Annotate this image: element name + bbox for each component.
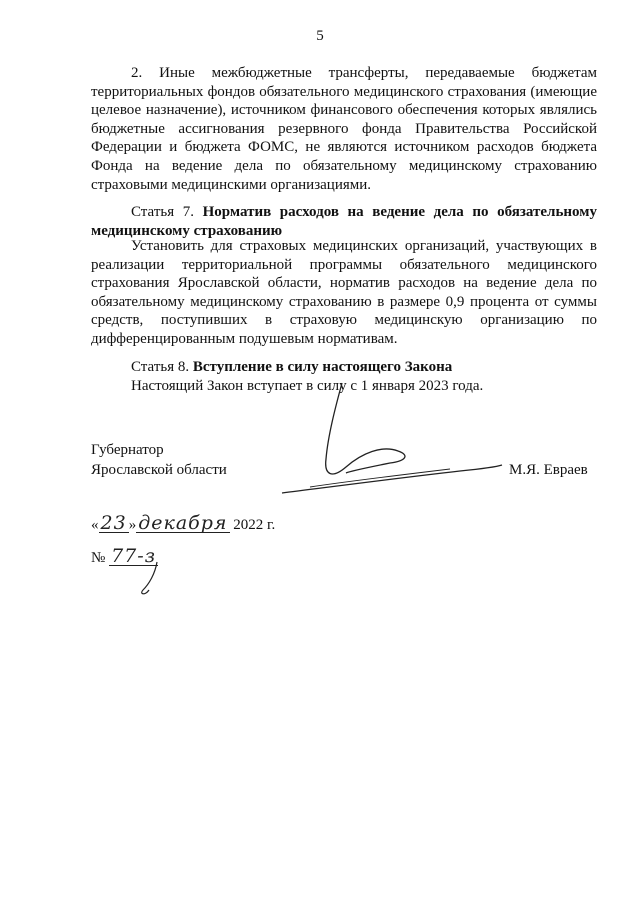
article-7-title: Норматив расходов на ведение дела по обязательному медицинскому страхованию — [91, 204, 597, 239]
date-year: 2022 г. — [233, 517, 276, 533]
number-handwriting-tail — [135, 560, 175, 600]
article-7-heading — [91, 203, 597, 240]
governor-title: Губернатор — [91, 442, 164, 458]
date-open-quote: « — [91, 517, 99, 533]
page-number: 5 — [316, 28, 324, 44]
article-8-text: Настоящий Закон вступает в силу с 1 января 2023 года. — [131, 378, 484, 394]
number-sign: № — [91, 550, 106, 566]
date-close-quote: » — [128, 517, 137, 533]
article-8-heading — [91, 358, 597, 377]
date-month: декабря — [138, 512, 228, 534]
governor-name: М.Я. Евраев — [509, 462, 588, 478]
article-7-text: Установить для страховых медицинских организаций, участвующих в реализации территориальной программы обязательного медицинского страхования Ярославской области, норматив расходов на ведение дела по обязательному медицинскому страхованию в размере 0,9 процента от суммы средств, поступивших в страховую медицинскую организацию по дифференцированным подушевым нормативам. — [91, 238, 597, 347]
date-line — [91, 514, 275, 534]
region-title: Ярославской области — [91, 462, 227, 478]
handwritten-signature — [270, 375, 510, 505]
date-day: 23 — [100, 512, 127, 534]
article-8-title: Вступление в силу настоящего Закона — [192, 359, 453, 375]
paragraph-transfers: 2. Иные межбюджетные трансферты, передаваемые бюджетам территориальных фондов обязательного медицинского страхования (имеющие целевое назначение), источником финансового обеспечения которых являлись бюджетные ассигнования резервного фонда Правительства Российской Федерации и бюджета ФОМС, не являются источником расходов бюджета Фонда на ведение дела по обязательному медицинскому страхованию страховыми медицинскими организациями. — [91, 65, 597, 193]
law-number: 77-з — [111, 545, 157, 567]
article-8-label: Статья 8. — [131, 359, 190, 375]
article-7-label: Статья 7. — [131, 204, 194, 220]
